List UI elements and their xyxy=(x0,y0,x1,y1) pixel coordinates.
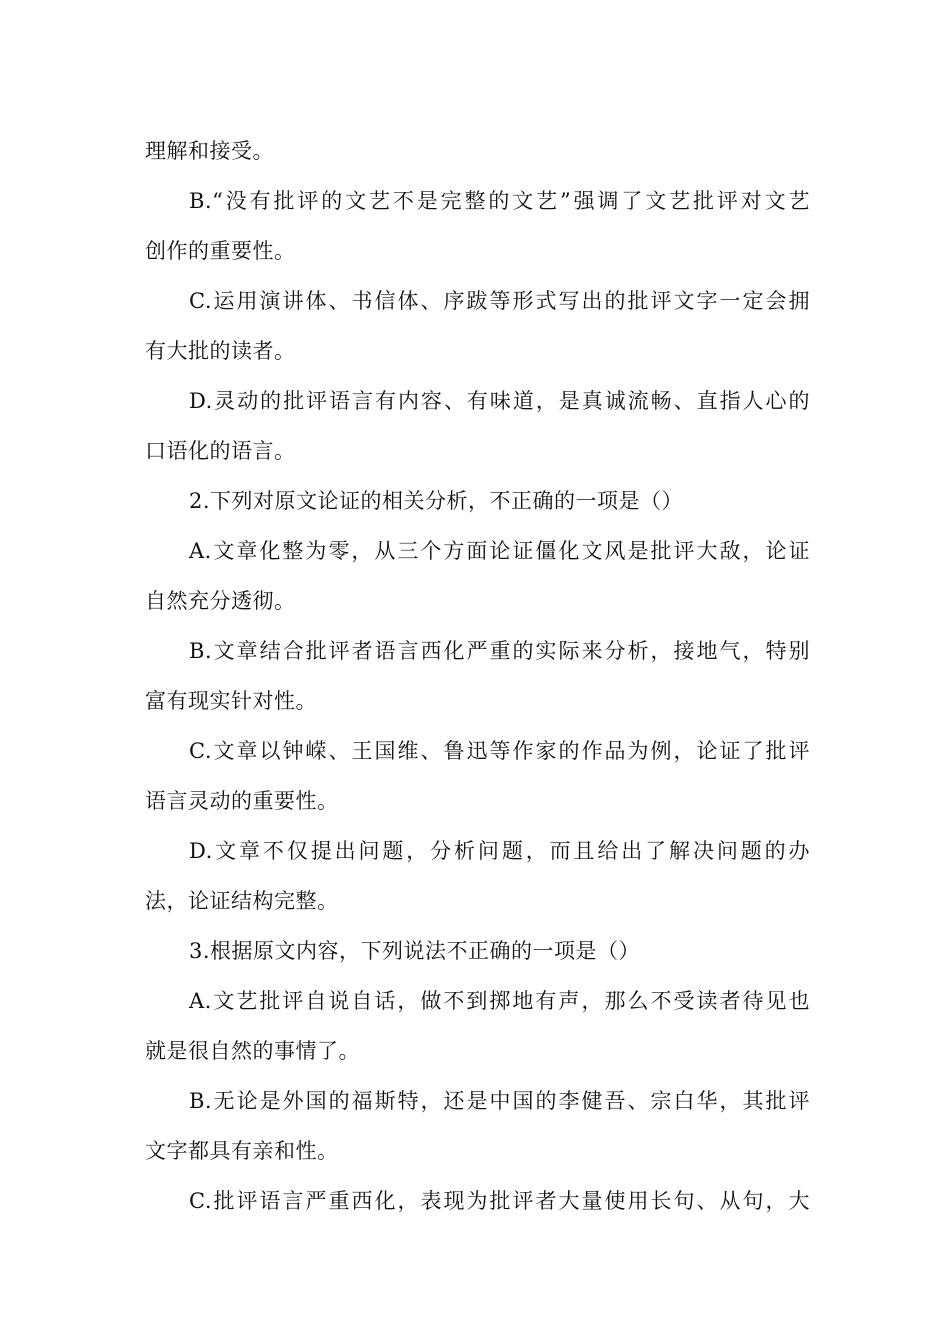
text-line: 语言灵动的重要性。 xyxy=(145,789,339,813)
question-3: 3.根据原文内容，下列说法不正确的一项是（） xyxy=(189,939,641,963)
text-line: 富有现实针对性。 xyxy=(145,689,317,713)
option-b-line: B.无论是外国的福斯特，还是中国的李健吾、宗白华，其批评 xyxy=(189,1089,810,1113)
text-line: 文字都具有亲和性。 xyxy=(145,1139,339,1163)
option-b-line: B.“没有批评的文艺不是完整的文艺”强调了文艺批评对文艺 xyxy=(189,189,810,213)
option-d-line: D.灵动的批评语言有内容、有味道，是真诚流畅、直指人心的 xyxy=(189,389,810,413)
option-c-line: C.文章以钟嵘、王国维、鲁迅等作家的作品为例，论证了批评 xyxy=(189,739,810,763)
text-line: 有大批的读者。 xyxy=(145,339,296,363)
text-line: 就是很自然的事情了。 xyxy=(145,1039,360,1063)
text-line: 口语化的语言。 xyxy=(145,439,296,463)
option-a-line: A.文艺批评自说自话，做不到掷地有声，那么不受读者待见也 xyxy=(189,989,810,1013)
question-2: 2.下列对原文论证的相关分析，不正确的一项是（） xyxy=(189,489,684,513)
text-line: 法，论证结构完整。 xyxy=(145,889,339,913)
text-line: 理解和接受。 xyxy=(145,139,274,163)
text-line: 自然充分透彻。 xyxy=(145,589,296,613)
option-c-line: C.批评语言严重西化，表现为批评者大量使用长句、从句，大 xyxy=(189,1189,810,1213)
option-d-line: D.文章不仅提出问题，分析问题，而且给出了解决问题的办 xyxy=(189,839,810,863)
text-line: 创作的重要性。 xyxy=(145,239,296,263)
option-b-line: B.文章结合批评者语言西化严重的实际来分析，接地气，特别 xyxy=(189,639,810,663)
option-c-line: C.运用演讲体、书信体、序跋等形式写出的批评文字一定会拥 xyxy=(189,289,810,313)
option-a-line: A.文章化整为零，从三个方面论证僵化文风是批评大敌，论证 xyxy=(189,539,810,563)
